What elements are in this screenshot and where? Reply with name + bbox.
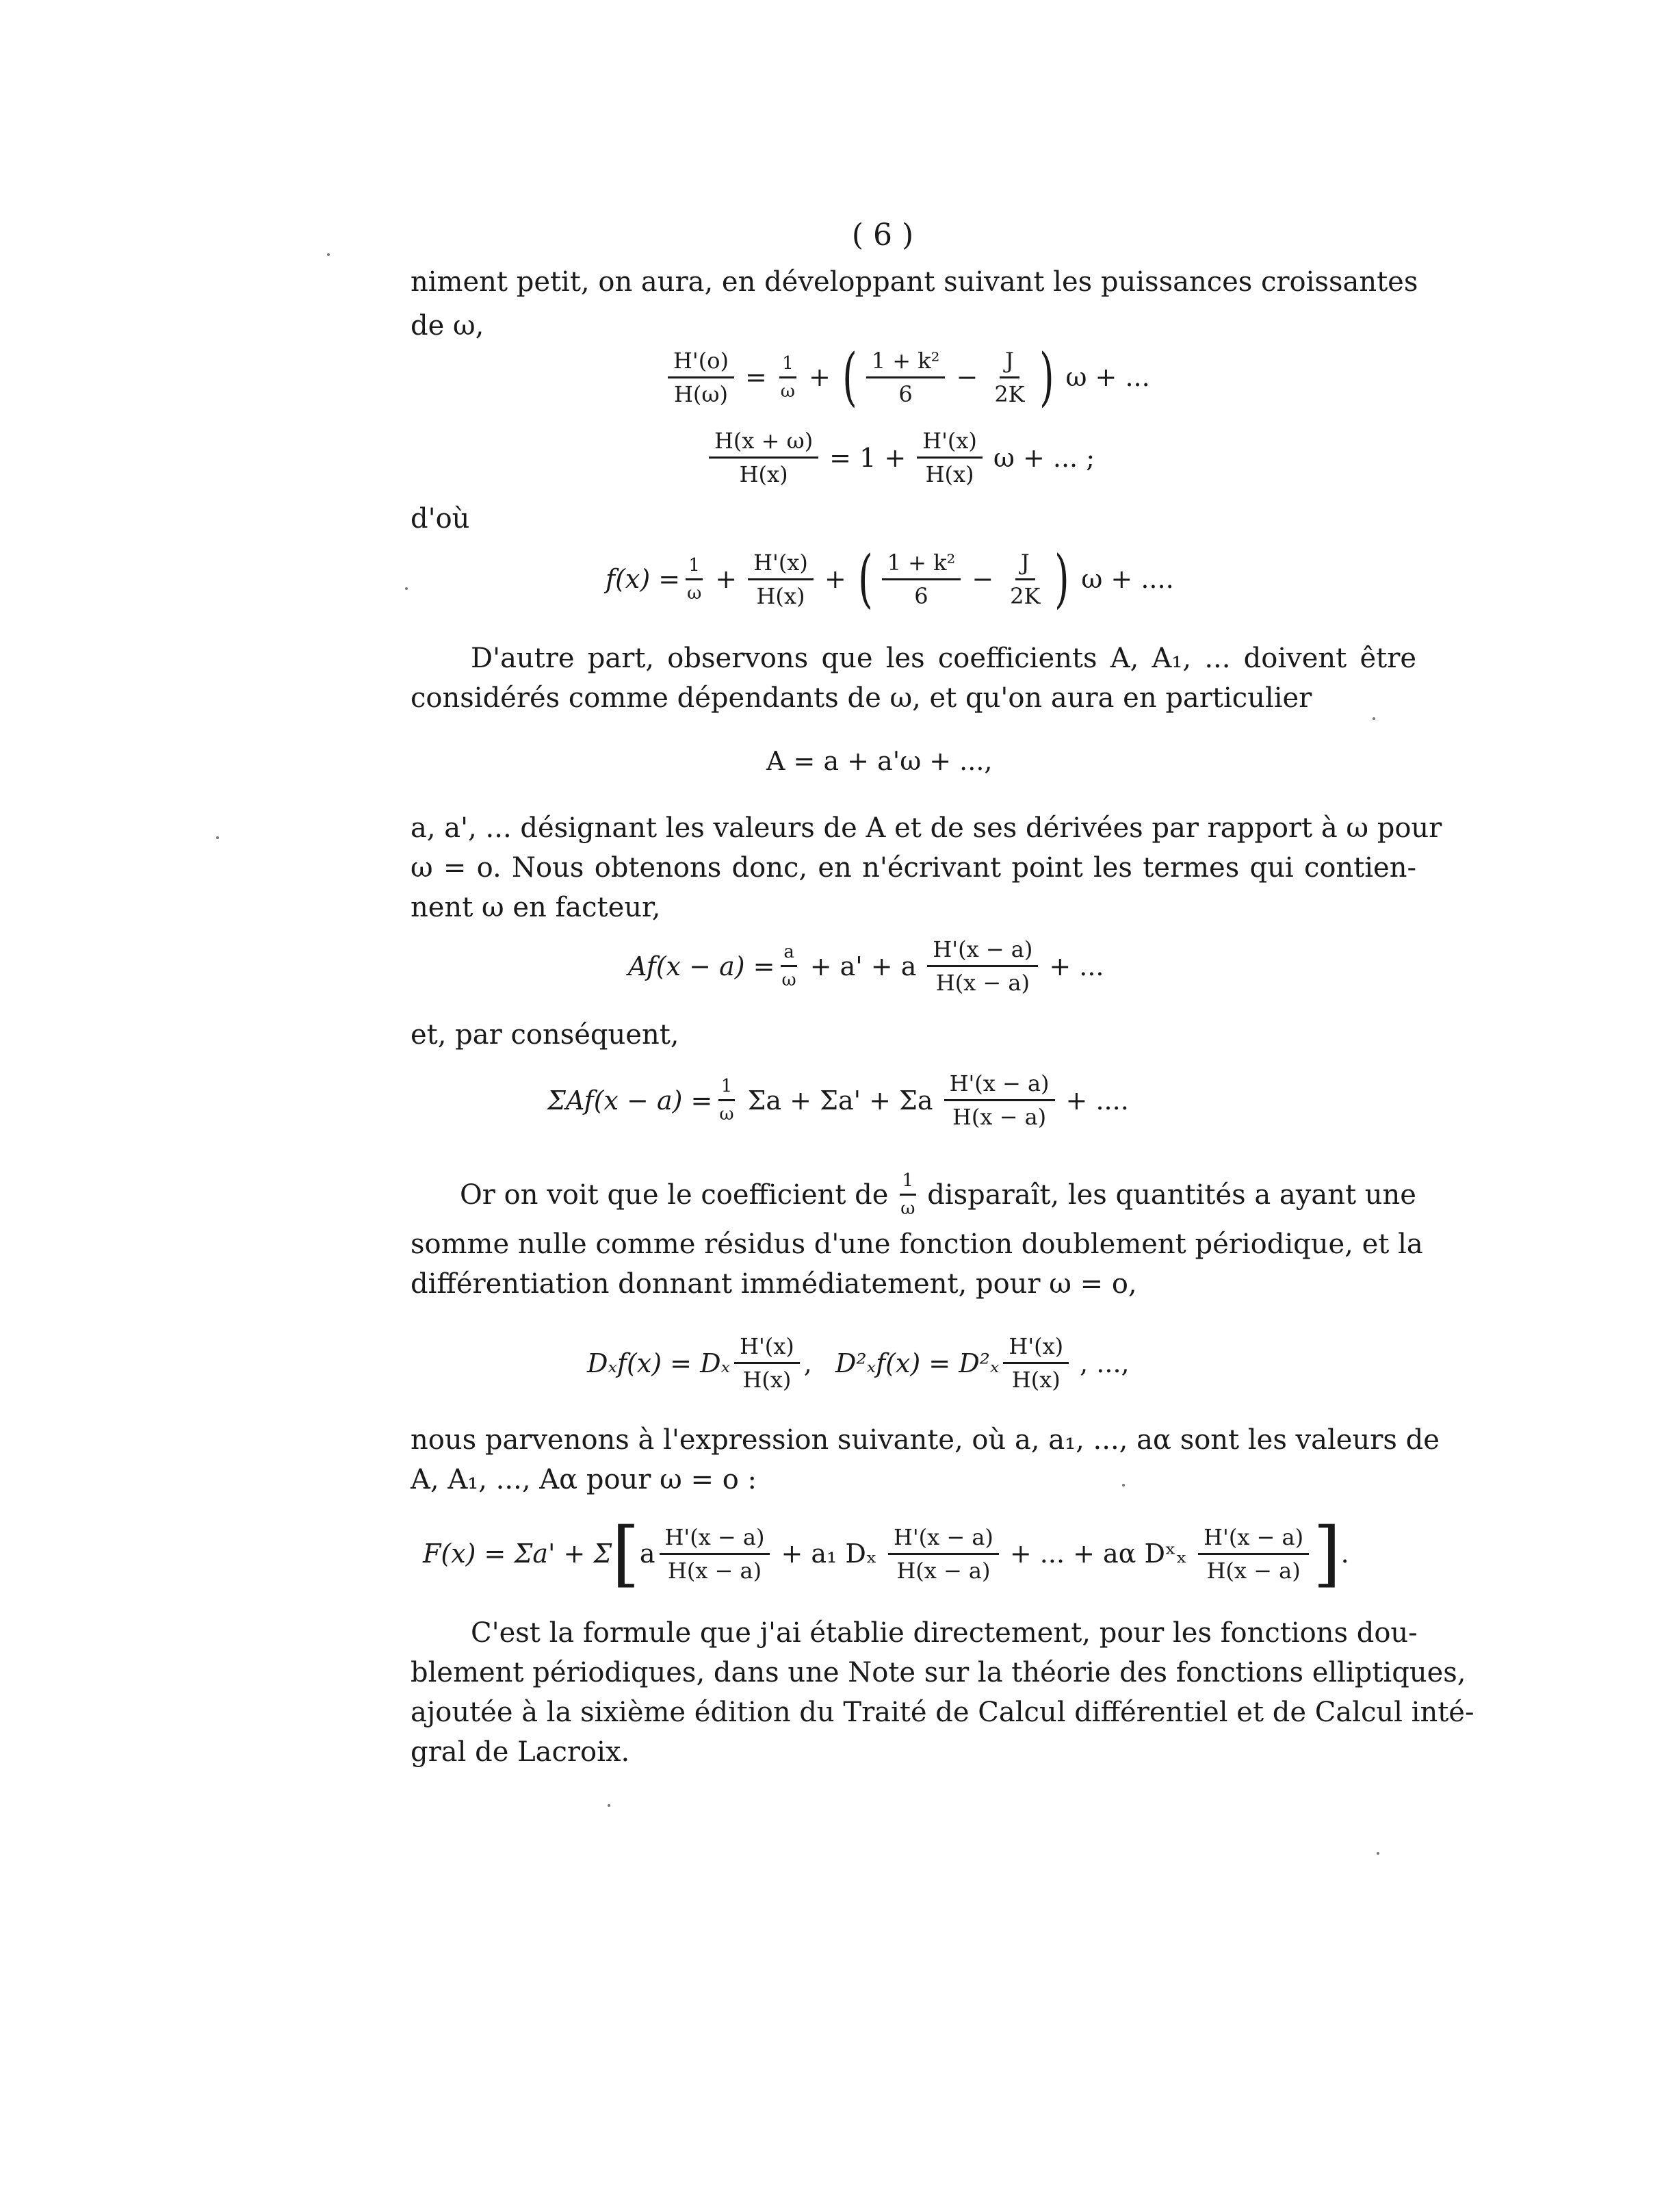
fraction <box>709 428 818 487</box>
text-line-7: ω = o. Nous obtenons donc, en n'écrivant point les termes qui contien- <box>411 852 1416 884</box>
fraction <box>1004 550 1045 609</box>
scan-speck <box>1122 1484 1125 1487</box>
numerator: J <box>1000 348 1019 378</box>
term: + ... + aα Dˣₓ <box>1009 1539 1188 1569</box>
numerator: H'(x − a) <box>927 936 1038 967</box>
period: . <box>1340 1539 1349 1569</box>
denominator: H(x − a) <box>935 970 1030 996</box>
fraction <box>1003 1333 1069 1393</box>
numerator: 1 <box>779 353 796 378</box>
text-line-4: D'autre part, observons que les coefficients A, A₁, ... doivent être <box>471 643 1416 674</box>
operator: + <box>808 362 831 392</box>
equation-tail: + .... <box>1065 1085 1129 1116</box>
equation-3 <box>606 542 1181 615</box>
text-line-15: C'est la formule que j'ai établie directement, pour les fonctions dou- <box>471 1617 1418 1649</box>
term: + a₁ Dₓ <box>781 1539 877 1569</box>
denominator: H(x) <box>739 461 788 487</box>
equation-lhs: F(x) = Σa' + Σ <box>423 1539 612 1569</box>
fraction <box>684 555 704 604</box>
scan-speck <box>216 836 219 839</box>
denominator: H(x) <box>756 582 805 609</box>
equation-lhs: Af(x − a) = <box>628 951 775 981</box>
fraction <box>917 428 983 487</box>
scan-speck <box>405 587 408 590</box>
equation-tail: ω + ... <box>1065 362 1150 392</box>
fraction <box>748 550 814 609</box>
equation-7 <box>587 1333 1136 1393</box>
fraction <box>716 1076 736 1124</box>
numerator: H'(x) <box>917 428 983 459</box>
denominator: H(x) <box>742 1367 792 1393</box>
numerator: 1 <box>718 1076 736 1101</box>
text-line-14: A, A₁, ..., Aα pour ω = o : <box>411 1464 757 1495</box>
operator: + a' + a <box>809 951 917 981</box>
text-line-1: niment petit, on aura, en développant suivant les puissances croissantes <box>411 266 1418 298</box>
equation-5 <box>628 936 1111 996</box>
right-paren: ) <box>1039 340 1054 413</box>
denominator: H(x − a) <box>1206 1557 1301 1584</box>
text-fragment: disparaît, les quantités a ayant une <box>927 1179 1416 1211</box>
fraction <box>888 1524 999 1584</box>
numerator: H'(x − a) <box>888 1524 999 1555</box>
text-line-16: blement périodiques, dans une Note sur la théorie des fonctions elliptiques, <box>411 1657 1466 1688</box>
denominator: ω <box>781 970 796 990</box>
numerator: H'(x − a) <box>944 1070 1055 1101</box>
fraction <box>944 1070 1055 1130</box>
numerator: H(x + ω) <box>709 428 818 459</box>
numerator: H'(x) <box>748 550 814 580</box>
numerator: 1 <box>686 555 703 580</box>
numerator: H'(x − a) <box>1198 1524 1309 1555</box>
denominator: 6 <box>914 582 928 609</box>
page-number: ( 6 ) <box>851 218 914 253</box>
scan-speck <box>327 253 330 256</box>
equation-tail: ω + .... <box>1081 564 1174 594</box>
numerator: 1 + k² <box>866 348 946 378</box>
numerator: 1 + k² <box>882 550 961 580</box>
denominator: ω <box>687 582 702 604</box>
scan-speck <box>1373 717 1375 720</box>
equation-tail: , ..., <box>1080 1348 1130 1378</box>
operator: = 1 + <box>829 442 907 473</box>
denominator: 2K <box>1010 582 1041 609</box>
scan-speck <box>608 1804 610 1807</box>
right-paren: ) <box>1054 542 1070 615</box>
text-line-10 <box>460 1170 1416 1219</box>
text-line-12: différentiation donnant immédiatement, pour ω = o, <box>411 1268 1137 1300</box>
denominator: 6 <box>898 381 913 407</box>
fraction <box>734 1333 800 1393</box>
fraction <box>1198 1524 1309 1584</box>
equation-2 <box>705 428 1102 487</box>
text-line-6: a, a', ... désignant les valeurs de A et de ses dérivées par rapport à ω pour <box>411 812 1442 844</box>
equation-lhs: ΣAf(x − a) = <box>547 1085 713 1116</box>
fraction <box>882 550 961 609</box>
denominator: ω <box>780 381 795 402</box>
operator: + <box>824 564 846 594</box>
numerator: H'(x) <box>734 1333 800 1364</box>
fraction <box>989 348 1030 407</box>
left-paren: ( <box>842 340 857 413</box>
numerator: H'(x) <box>1003 1333 1069 1364</box>
scan-speck <box>1377 1852 1379 1855</box>
numerator: H'(o) <box>668 348 734 378</box>
equation-1 <box>664 340 1157 413</box>
text-line-3: d'où <box>411 503 470 535</box>
numerator: J <box>1015 550 1035 580</box>
fraction <box>927 936 1038 996</box>
text-line-17: ajoutée à la sixième édition du Traité de Calcul différentiel et de Calcul inté- <box>411 1697 1474 1728</box>
fraction <box>668 348 734 407</box>
denominator: 2K <box>994 381 1025 407</box>
operator: = <box>744 362 767 392</box>
operator: − <box>972 564 994 594</box>
text-line-13: nous parvenons à l'expression suivante, où a, a₁, ..., aα sont les valeurs de <box>411 1424 1440 1456</box>
fraction <box>779 942 799 990</box>
equation-8 <box>423 1512 1349 1595</box>
operator: − <box>956 362 978 392</box>
denominator: H(ω) <box>673 381 728 407</box>
denominator: H(x − a) <box>667 1557 762 1584</box>
text-line-18: gral de Lacroix. <box>411 1736 630 1768</box>
text-line-9: et, par conséquent, <box>411 1019 679 1051</box>
left-paren: ( <box>857 542 873 615</box>
operator: Σa + Σa' + Σa <box>747 1085 933 1116</box>
equation-6 <box>547 1070 1136 1130</box>
numerator: H'(x − a) <box>660 1524 770 1555</box>
denominator: H(x − a) <box>952 1104 1047 1130</box>
equation-lhs: f(x) = <box>606 564 681 594</box>
fraction <box>866 348 946 407</box>
denominator: H(x − a) <box>896 1557 991 1584</box>
inline-fraction <box>898 1170 918 1219</box>
text-line-11: somme nulle comme résidus d'une fonction doublement périodique, et la <box>411 1229 1423 1260</box>
denominator: ω <box>719 1104 734 1124</box>
term: a <box>639 1539 655 1569</box>
text-fragment: Or on voit que le coefficient de <box>460 1179 889 1211</box>
right-bracket: ] <box>1313 1512 1341 1595</box>
equation-tail: + ... <box>1049 951 1104 981</box>
fraction <box>660 1524 770 1584</box>
numerator: a <box>781 942 797 967</box>
left-bracket: [ <box>612 1512 640 1595</box>
text-line-8: nent ω en facteur, <box>411 892 661 923</box>
numerator: 1 <box>900 1170 917 1196</box>
text-line-5: considérés comme dépendants de ω, et qu'on aura en particulier <box>411 682 1312 714</box>
separator: , <box>803 1348 812 1378</box>
denominator: H(x) <box>1011 1367 1061 1393</box>
equation-lhs: Dₓf(x) = Dₓ <box>587 1348 731 1378</box>
denominator: H(x) <box>925 461 974 487</box>
fraction <box>778 353 798 402</box>
equation-tail: ω + ... ; <box>993 442 1095 473</box>
text-line-2: de ω, <box>411 310 484 342</box>
equation-lhs: D²ₓf(x) = D²ₓ <box>835 1348 1000 1378</box>
equation-4: A = a + a'ω + ..., <box>766 746 993 776</box>
operator: + <box>715 564 738 594</box>
denominator: ω <box>900 1198 915 1219</box>
